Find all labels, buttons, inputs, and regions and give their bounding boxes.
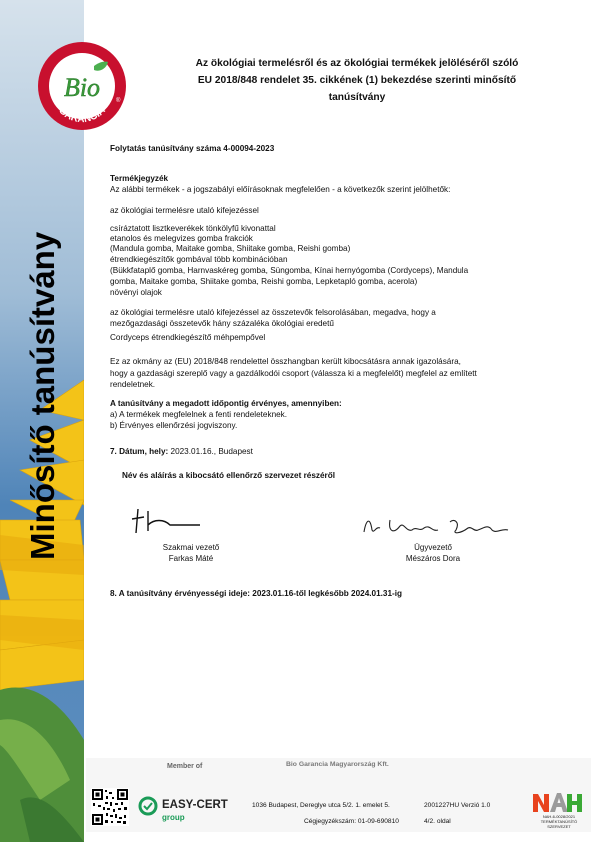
ingredients-heading: [110, 308, 560, 329]
validity-condition: a) A termékek megfelelnek a fenti rendeleteknek.: [110, 410, 288, 419]
nah-caption-line: TERMÉKTANÚSÍTÓ: [540, 818, 578, 824]
company-name: Bio Garancia Magyarország Kft.: [286, 761, 389, 768]
ingredients-heading-line: az ökológiai termelésre utaló kifejezéssel az összetevők felsorolásában, megadva, hogy a: [110, 308, 436, 317]
vertical-title: [18, 150, 62, 570]
product-item: csíráztatott lisztkeverékek tönkölyfű kivonattal: [110, 224, 276, 233]
signatory-name: Farkas Máté: [168, 554, 214, 563]
registered-mark: ®: [116, 98, 121, 104]
document-version: 2001227HU Verzió 1.0: [424, 802, 491, 809]
easycert-label: EASY-CERT: [162, 799, 228, 811]
product-item: (Mandula gomba, Maitake gomba, Shiitake gomba, Reishi gomba): [110, 244, 351, 253]
product-item: etanolos és melegvizes gomba frakciók: [110, 234, 253, 243]
logo-top-text: Bio: [63, 73, 101, 102]
nah-caption-line: SZERVEZET: [547, 823, 571, 829]
organic-reference-heading: az ökológiai termelésre utaló kifejezéssel: [110, 206, 259, 215]
title-line: Az ökológiai termelésről és az ökológiai termékek jelöléséről szóló: [195, 58, 519, 69]
bio-garancia-logo: [36, 40, 128, 132]
nah-logo: [532, 790, 584, 814]
qr-code-image: [91, 788, 129, 826]
validity-period: 8. A tanúsítvány érvényességi ideje: 2023.01.16-től legkésőbb 2024.01.31-ig: [110, 589, 403, 598]
date-place: [110, 447, 253, 458]
signatory-role: Szakmai vezető: [162, 543, 220, 552]
member-of-label: Member of: [167, 763, 203, 770]
vertical-title-text: Minősítő tanúsítvány: [24, 231, 61, 560]
page-number: 4/2. oldal: [424, 818, 451, 825]
title-line: EU 2018/848 rendelet 35. cikkének (1) bekezdése szerinti minősítő: [197, 75, 517, 86]
continuation-number: Folytatás tanúsítvány száma 4-00094-2023: [110, 144, 275, 153]
easycert-group-label: group: [162, 813, 185, 822]
validity-heading: A tanúsítvány a megadott időpontig érvényes, amennyiben:: [110, 399, 342, 408]
footer: [86, 758, 591, 832]
signatory-role: Ügyvezető: [414, 543, 452, 552]
statement-line: rendeletnek.: [110, 380, 156, 389]
date-value: 2023.01.16., Budapest: [168, 447, 253, 456]
signature-farkas: [130, 505, 210, 537]
product-list-intro: Az alábbi termékek - a jogszabályi előírásoknak megfelelően - a következők szerint jelölhetők:: [110, 185, 451, 194]
compliance-statement: [110, 356, 560, 391]
statement-line: Ez az okmány az (EU) 2018/848 rendelettel összhangban került kibocsátásra annak igazolására,: [110, 357, 461, 366]
signatory-name: Mészáros Dora: [405, 554, 461, 563]
title-line: tanúsítvány: [328, 92, 386, 103]
company-address: 1036 Budapest, Dereglye utca 5/2. 1. emelet 5.: [252, 802, 390, 809]
product-list-title: Termékjegyzék: [110, 174, 169, 183]
ingredients-product: Cordyceps étrendkiegészítő méhpempővel: [110, 333, 266, 342]
product-item: gomba, Maitake gomba, Shiitake gomba, Reishi gomba, Lepketapló gomba, acerola): [110, 277, 418, 286]
product-item: étrendkiegészítők gombával több kombinációban: [110, 255, 288, 264]
company-registration: Cégjegyzékszám: 01-09-690810: [304, 818, 399, 825]
product-item: növényi olajok: [110, 288, 162, 297]
nah-logo-text: NAH: [532, 790, 535, 791]
ingredients-heading-line: mezőgazdasági összetevők hány százaléka ökológiai eredetű: [110, 318, 334, 328]
document-title: [148, 55, 566, 106]
product-item: (Bükkfataplő gomba, Harnvaskéreg gomba, Süngomba, Kínai hernyógomba (Cordyceps), Mandula: [110, 266, 469, 275]
date-label: 7. Dátum, hely:: [110, 447, 169, 456]
easycert-icon: [138, 796, 158, 816]
signature-meszaros: [360, 510, 520, 540]
validity-condition: b) Érvényes ellenőrzési jogviszony.: [110, 421, 238, 430]
signature-heading: Név és aláírás a kibocsátó ellenőrző szervezet részéről: [122, 471, 335, 480]
statement-line: hogy a gazdasági szereplő vagy a gazdálkodói csoport (válassza ki a megfelelőt) megfelel az említett: [110, 368, 477, 378]
logo-bottom-text: GARANCIA: [56, 105, 108, 126]
nah-code: NAH-6-0028/2021: [542, 814, 576, 819]
nah-caption: [532, 815, 586, 829]
